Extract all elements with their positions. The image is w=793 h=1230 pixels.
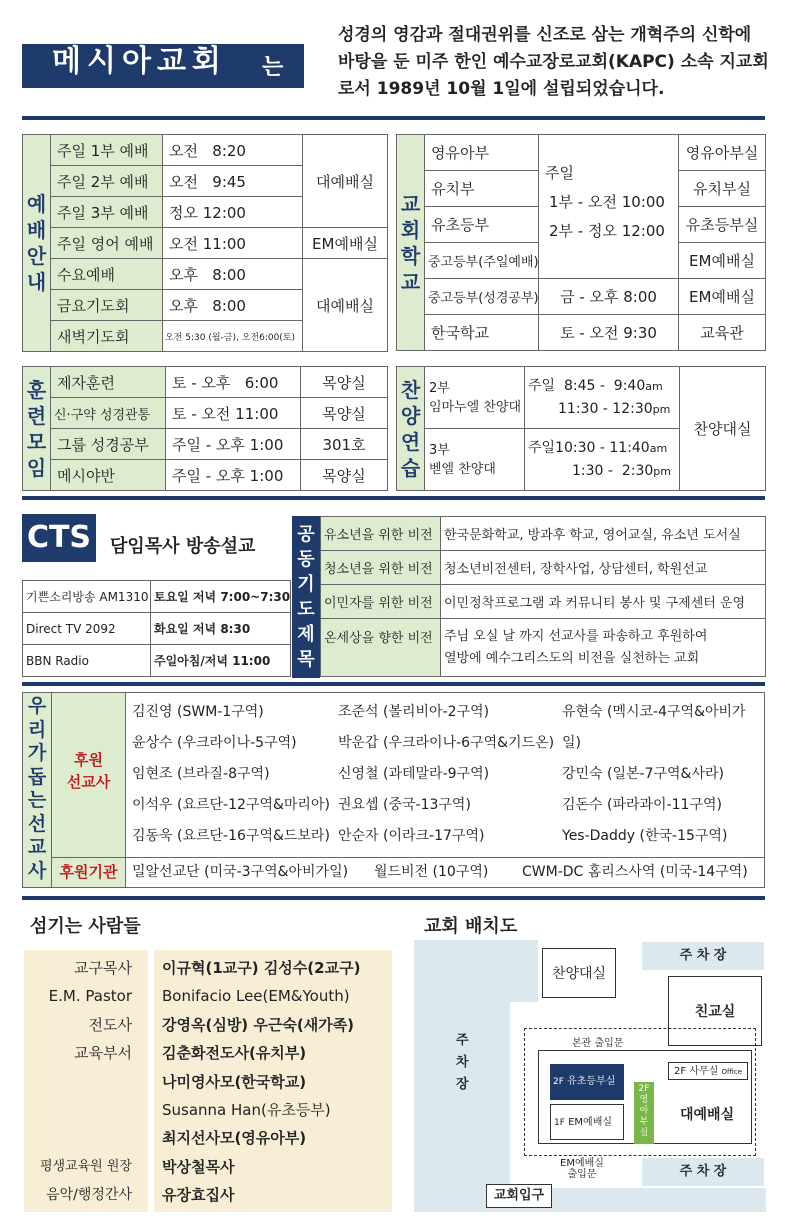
broadcast-time: 주일아침/저녁 11:00 xyxy=(151,645,291,677)
school-time: 토 - 오전 9:30 xyxy=(539,315,679,351)
church-logo-text: 메시아교회 xyxy=(52,44,227,79)
training-time: 주일 - 오후 1:00 xyxy=(166,429,301,460)
worship-time: 오전 5:30 (월-금), 오전6:00(토) xyxy=(163,321,303,352)
em-room: 1F EM예배실 xyxy=(550,1104,624,1140)
office-2f: 2F 사무실 Office xyxy=(668,1062,748,1080)
worship-time: 오전 8:20 xyxy=(163,135,303,166)
choir-room: 찬양대실 xyxy=(542,948,616,998)
training-place: 목양실 xyxy=(301,398,388,429)
missionary-item: 강민숙 (일본-7구역&사라) xyxy=(562,766,724,782)
school-place: 영유아부실 xyxy=(679,135,766,171)
worship-table xyxy=(22,134,388,352)
missionary-col xyxy=(562,697,764,852)
prayer-table xyxy=(320,516,766,677)
main-hall: 대예배실 xyxy=(680,1107,735,1123)
staff-row: E.M. Pastor Bonifacio Lee(EM&Youth) xyxy=(48,987,350,1006)
staff-row: 음악/행정간사 유장효집사 xyxy=(46,1186,235,1205)
intro-text: 성경의 영감과 절대권위를 신조로 삼는 개혁주의 신학에 바탕을 둔 미주 한인 예수교장로교회(KAPC) 소속 지교회 로서 1989년 10월 1일에 설립되었습니다. xyxy=(338,25,769,99)
school-sunday: 주일 1부 - 오전 10:00 2부 - 정오 12:00 xyxy=(539,135,679,279)
broadcast-title: 담임목사 방송설교 xyxy=(110,536,256,557)
broadcast-station: Direct TV 2092 xyxy=(23,613,151,645)
worship-name: 주일 2부 예배 xyxy=(51,166,163,197)
training-time: 주일 - 오후 1:00 xyxy=(166,460,301,491)
school-place: 유치부실 xyxy=(679,171,766,207)
missionary-item: 안순자 (이라크-17구역) xyxy=(338,828,485,844)
entrance-label: 교회입구 xyxy=(486,1184,552,1208)
prayer-value: 이민정착프로그램 과 커뮤니티 봉사 및 구제센터 운영 xyxy=(441,585,766,619)
broadcast-time: 토요일 저녁 7:00~7:30 xyxy=(151,581,291,613)
school-place: EM예배실 xyxy=(679,243,766,279)
missionary-item: 김돈수 (파라과이-11구역) xyxy=(562,797,722,813)
divider xyxy=(22,682,765,686)
prayer-value: 청소년비전센터, 장학사업, 상담센터, 학원선교 xyxy=(441,551,766,585)
staff-row: Susanna Han(유초등부) xyxy=(162,1101,331,1120)
school-place: 교육관 xyxy=(679,315,766,351)
parking-left-label: 주 차 장 xyxy=(456,1033,469,1092)
choir-name: 3부 벧엘 찬양대 xyxy=(425,429,525,491)
parking-top: 주 차 장 xyxy=(642,942,764,970)
staff-row: 교구목사 이규혁(1교구) 김성수(2교구) xyxy=(74,959,361,977)
missionary-item: 신영철 (과테말라-9구역) xyxy=(338,766,490,782)
school-title: 교 회 학 교 xyxy=(397,135,425,351)
prayer-key: 유소년을 위한 비전 xyxy=(321,517,441,551)
staff-title: 섬기는 사람들 xyxy=(30,916,141,937)
map-title: 교회 배치도 xyxy=(424,916,518,937)
school-name: 중고등부(주일예배) xyxy=(425,243,539,279)
school-time: 금 - 오후 8:00 xyxy=(539,279,679,315)
staff-row: 평생교육원 원장 박상철목사 xyxy=(39,1157,235,1176)
worship-time: 오후 8:00 xyxy=(163,259,303,290)
infant-room: 2F 영 아 부 실 xyxy=(634,1082,654,1144)
worship-name: 주일 영어 예배 xyxy=(51,228,163,259)
staff-list xyxy=(24,954,394,1210)
missionary-item: 윤상수 (우크라이나-5구역) xyxy=(132,735,297,751)
worship-place: 대예배실 xyxy=(303,135,388,228)
broadcast-time: 화요일 저녁 8:30 xyxy=(151,613,291,645)
training-table xyxy=(22,366,388,491)
prayer-value: 주님 오실 날 까지 선교사를 파송하고 후원하여 열방에 예수그리스도의 비전을 실천하는 교회 xyxy=(441,619,766,677)
missionary-col xyxy=(338,697,554,852)
worship-time: 오전 9:45 xyxy=(163,166,303,197)
school-place: 유초등부실 xyxy=(679,207,766,243)
missionary-list xyxy=(126,692,765,858)
org-label: 후원기관 xyxy=(52,858,126,888)
org-item: 밀알선교단 (미국-3구역&아비가일) xyxy=(132,864,349,880)
missionary-item: Yes-Daddy (한국-15구역) xyxy=(562,828,728,844)
missionary-col xyxy=(132,697,330,852)
school-table xyxy=(396,134,766,351)
missionary-item: 이석우 (요르단-12구역&마리아) xyxy=(132,797,330,813)
missionary-label: 후원 선교사 xyxy=(52,692,126,858)
choir-name: 2부 임마누엘 찬양대 xyxy=(425,367,525,429)
broadcast-table xyxy=(22,580,291,677)
prayer-value: 한국문화학교, 방과후 학교, 영어교실, 유소년 도서실 xyxy=(441,517,766,551)
choir-place: 찬양대실 xyxy=(680,367,766,491)
cts-logo: CTS xyxy=(22,514,96,562)
worship-title: 예 배 안 내 xyxy=(23,135,51,352)
choir-time: 주일10:30 - 11:40am 1:30 - 2:30pm xyxy=(525,429,680,491)
broadcast-station: 기쁜소리방송 AM1310 xyxy=(23,581,151,613)
school-name: 중고등부(성경공부) xyxy=(425,279,539,315)
school-name: 한국학교 xyxy=(425,315,539,351)
worship-name: 새벽기도회 xyxy=(51,321,163,352)
divider xyxy=(22,496,765,500)
em-entrance-label: EM예배실 출입문 xyxy=(560,1158,604,1180)
worship-name: 주일 1부 예배 xyxy=(51,135,163,166)
training-name: 그룹 성경공부 xyxy=(51,429,166,460)
missionary-item: 권요셉 (중국-13구역) xyxy=(338,797,471,813)
missionary-item: 김진영 (SWM-1구역) xyxy=(132,704,264,720)
fellowship-hall: 친교실 xyxy=(668,976,762,1046)
school-name: 유초등부 xyxy=(425,207,539,243)
prayer-key: 청소년을 위한 비전 xyxy=(321,551,441,585)
worship-time: 오후 8:00 xyxy=(163,290,303,321)
missionary-item: 임현조 (브라질-8구역) xyxy=(132,766,270,782)
training-title: 훈 련 모 임 xyxy=(23,367,51,491)
choir-time: 주일 8:45 - 9:40am 11:30 - 12:30pm xyxy=(525,367,680,429)
choir-table xyxy=(396,366,766,491)
divider xyxy=(22,116,765,120)
missionary-item: 조준석 (볼리비아-2구역) xyxy=(338,704,490,720)
training-name: 메시야반 xyxy=(51,460,166,491)
prayer-key: 이민자를 위한 비전 xyxy=(321,585,441,619)
training-name: 제자훈련 xyxy=(51,367,166,398)
parking-bottom: 주 차 장 xyxy=(642,1158,764,1186)
school-name: 유치부 xyxy=(425,171,539,207)
worship-place: 대예배실 xyxy=(303,259,388,352)
training-name: 신·구약 성경관통 xyxy=(51,398,166,429)
youth-room: 2F 유초등부실 xyxy=(550,1064,624,1100)
missionary-item: 박운갑 (우크라이나-6구역&기드온) xyxy=(338,735,555,751)
missionary-title: 우 리 가 돕 는 선 교 사 xyxy=(22,692,52,888)
missionary-item: 유현숙 (멕시코-4구역&아비가일) xyxy=(562,704,746,751)
training-time: 토 - 오후 6:00 xyxy=(166,367,301,398)
missionary-item: 김동욱 (요르단-16구역&드보라) xyxy=(132,828,330,844)
worship-time: 정오 12:00 xyxy=(163,197,303,228)
worship-place: EM예배실 xyxy=(303,228,388,259)
prayer-key: 온세상을 향한 비전 xyxy=(321,619,441,677)
school-name: 영유아부 xyxy=(425,135,539,171)
org-item: CWM-DC 홈리스사역 (미국-14구역) xyxy=(522,864,748,880)
school-place: EM예배실 xyxy=(679,279,766,315)
worship-name: 수요예배 xyxy=(51,259,163,290)
staff-row: 전도사 강영옥(심방) 우근숙(새가족) xyxy=(88,1015,355,1034)
training-place: 목양실 xyxy=(301,460,388,491)
training-time: 토 - 오전 11:00 xyxy=(166,398,301,429)
choir-title: 찬 양 연 습 xyxy=(397,367,425,491)
org-item: 월드비전 (10구역) xyxy=(374,864,489,880)
divider xyxy=(22,896,765,900)
broadcast-station: BBN Radio xyxy=(23,645,151,677)
staff-row: 최지선사모(영유아부) xyxy=(162,1129,307,1148)
staff-row: 교육부서 김춘화전도사(유치부) xyxy=(74,1044,307,1063)
training-place: 목양실 xyxy=(301,367,388,398)
main-entrance-label: 본관 출입문 xyxy=(572,1038,624,1049)
worship-time: 오전 11:00 xyxy=(163,228,303,259)
worship-name: 금요기도회 xyxy=(51,290,163,321)
church-map xyxy=(414,940,766,1212)
org-list xyxy=(126,858,765,888)
church-logo-suffix: 는 xyxy=(262,55,284,80)
staff-row: 나미영사모(한국학교) xyxy=(162,1072,307,1091)
training-place: 301호 xyxy=(301,429,388,460)
worship-name: 주일 3부 예배 xyxy=(51,197,163,228)
prayer-title: 공 동 기 도 제 목 xyxy=(292,516,320,678)
